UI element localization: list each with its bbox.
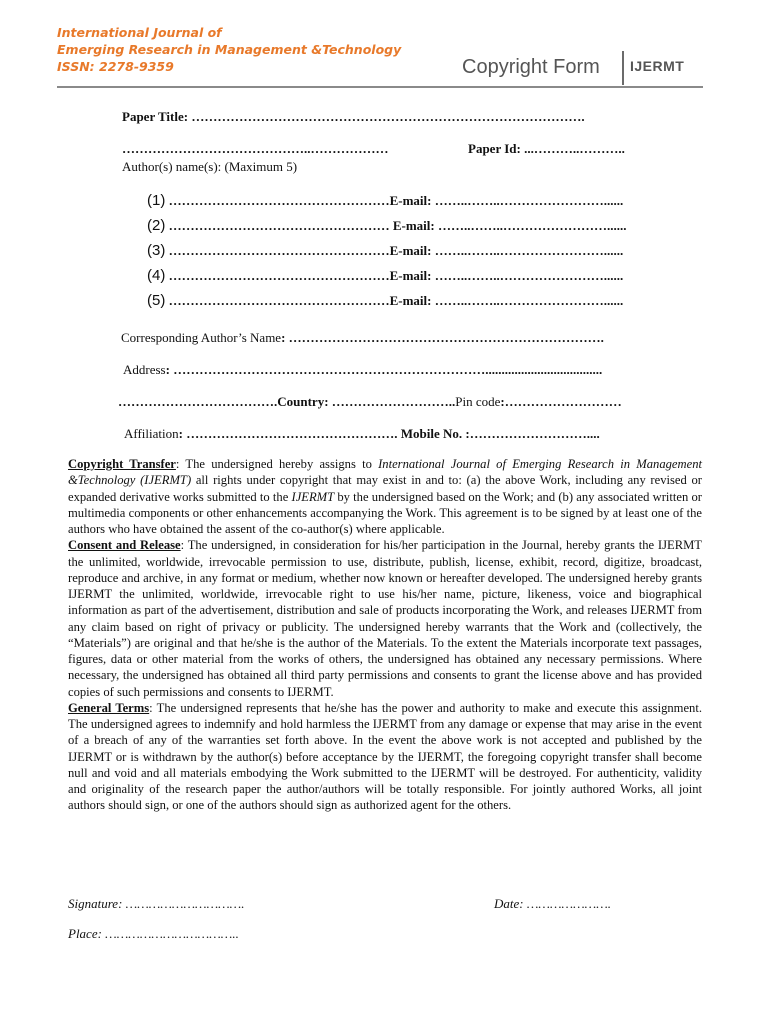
country-pin-field[interactable] — [118, 394, 622, 410]
author-name-blank: …………………………………………… — [168, 218, 393, 233]
paper-id-field[interactable] — [468, 141, 625, 157]
author-number: (3) — [147, 242, 166, 259]
paper-id-label: Paper Id: — [468, 141, 525, 156]
address-label: Address — [123, 362, 166, 377]
general-terms-text: : The undersigned represents that he/she has the power and authority to make and execute this assignment. The undersigned agrees to indemnify and hold harmless the IJERMT from any damage or expense that may arise in the event of a breach of any of the warranties set forth above. In the event the above work is not accepted and published by the IJERMT or is withdrawn by the author(s) before acceptance by the IJERMT, the foregoing copyright transfer shall become null and void and all materials embodying the Work submitted to the IJERMT will be destroyed. For authenticity, validity and originality of the research paper the author/authors will be totally responsible. For jointly authored Works, all joint authors should sign, or one of the authors should sign as authorized agent for the others. — [68, 700, 702, 813]
corresponding-author-blank: : ………………………………………………………………. — [281, 330, 604, 345]
corresponding-author-field[interactable] — [121, 330, 604, 346]
author-name-blank: …………………………………………… — [168, 293, 390, 308]
author-row[interactable] — [147, 242, 623, 259]
authors-label: Author(s) name(s): (Maximum 5) — [122, 159, 298, 174]
copyright-journal-abbr: IJERMT — [291, 489, 335, 504]
consent-release-text: : The undersigned, in consideration for his/her participation in the Journal, hereby grants the IJERMT the unlimited, worldwide, irrevocable permission to use, distribute, publish, license, exhibit, record, digitize, broadcast, reproduce and archive, in any format or medium, whether now known or hereafter developed. The undersigned hereby grants IJERMT the unlimited, worldwide, irrevocable right to use his/her name, picture, likeness, voice and biographical information as part of the advertisement, distribution and sale of products incorporating the Work, and releases IJERMT from any claim based on right of privacy or publicity. The undersigned hereby warrants that the Work and (collectively, the “Materials”) are original and that he/she is the author of the Materials. To the extent the Materials incorporate text passages, figures, data or other material from the works of others, the undersigned has obtained any necessary permissions. Where necessary, the undersigned has obtained all third party permissions and consents to grant the license above and has provided copies of such permissions and consents to IJERMT. — [68, 538, 702, 699]
author-row[interactable] — [147, 192, 623, 209]
author-email-label: E-mail: — [392, 218, 438, 233]
author-email-label: E-mail: — [389, 268, 435, 283]
author-number: (2) — [147, 217, 166, 234]
author-row[interactable] — [147, 292, 623, 309]
author-number: (5) — [147, 292, 166, 309]
general-terms-paragraph — [68, 700, 702, 814]
consent-release-paragraph — [68, 537, 702, 700]
country-label: Country: — [277, 394, 332, 409]
journal-name-line-2: Emerging Research in Management &Technology — [57, 42, 402, 57]
copyright-text-part1: : The undersigned hereby assigns to — [175, 457, 379, 471]
pin-code-blank: :……………………… — [500, 394, 622, 409]
consent-release-heading: Consent and Release — [68, 538, 181, 553]
author-email-blank: ……..……..……………………...... — [434, 268, 624, 283]
author-row[interactable] — [147, 267, 623, 284]
affiliation-label: Affiliation — [124, 426, 179, 441]
author-email-blank: ……..……..……………………...... — [434, 193, 624, 208]
paper-title-continuation[interactable]: ……………………………………..……………… — [122, 141, 389, 156]
author-name-blank: …………………………………………… — [168, 243, 390, 258]
affiliation-mobile-field[interactable] — [124, 426, 600, 442]
journal-name-line-1: International Journal of — [57, 25, 222, 40]
paper-title-blank: ………………………………………………………………………………. — [191, 109, 585, 124]
author-name-blank: …………………………………………… — [168, 193, 390, 208]
journal-code: IJERMT — [630, 58, 685, 74]
date-field[interactable]: Date: …………………. — [494, 896, 612, 911]
author-email-label: E-mail: — [389, 193, 435, 208]
pin-code-label: Pin code — [455, 394, 501, 409]
paper-title-field[interactable] — [122, 109, 585, 125]
general-terms-heading: General Terms — [68, 700, 150, 715]
address-field[interactable] — [123, 362, 602, 378]
journal-issn: ISSN: 2278-9359 — [57, 59, 174, 74]
country-leading-blank: ………………………………. — [118, 394, 278, 409]
address-blank: : ……………………………………………………………….................................... — [165, 362, 603, 377]
author-email-label: E-mail: — [389, 293, 435, 308]
mobile-blank: ……………………….... — [469, 426, 600, 441]
signature-field[interactable]: Signature: …………………………. — [68, 896, 245, 911]
terms-body — [68, 456, 702, 814]
copyright-journal-name: International Journal of Emerging Research in Management &Technology (IJERMT) — [68, 457, 702, 488]
copyright-transfer-heading: Copyright Transfer — [68, 457, 176, 471]
paper-id-blank: ...………..……….. — [524, 141, 625, 156]
author-row[interactable] — [147, 217, 626, 234]
author-email-blank: ……..……..……………………...... — [437, 218, 627, 233]
paper-title-label: Paper Title: — [122, 109, 192, 124]
copyright-text-part3: by the undersigned based on the Work; and (b) any associated written or multimedia components or other enhancements accompanying the Work. This agreement is to be signed by at least one of the authors who have obtained the assent of the co-author(s) where applicable. — [68, 489, 702, 536]
author-email-blank: ……..……..……………………...... — [434, 293, 624, 308]
mobile-label: Mobile No. : — [400, 426, 470, 441]
corresponding-author-label: Corresponding Author’s Name — [121, 330, 282, 345]
author-number: (1) — [147, 192, 166, 209]
author-email-blank: ……..……..……………………...... — [434, 243, 624, 258]
journal-name-block — [57, 24, 401, 75]
author-name-blank: …………………………………………… — [168, 268, 390, 283]
copyright-transfer-paragraph — [68, 456, 702, 537]
form-title: Copyright Form — [462, 56, 600, 78]
header-divider — [57, 86, 703, 88]
copyright-text-part2: all rights under copyright that may exist in and to: (a) the above Work, including any revised or expanded derivative works submitted to the — [68, 473, 702, 504]
place-field[interactable]: Place: …………………………….. — [68, 926, 239, 941]
affiliation-blank: : …………………………………………. — [178, 426, 401, 441]
author-number: (4) — [147, 267, 166, 284]
country-blank: ……………………….. — [331, 394, 456, 409]
header-divider-vertical — [622, 51, 624, 85]
author-email-label: E-mail: — [389, 243, 435, 258]
